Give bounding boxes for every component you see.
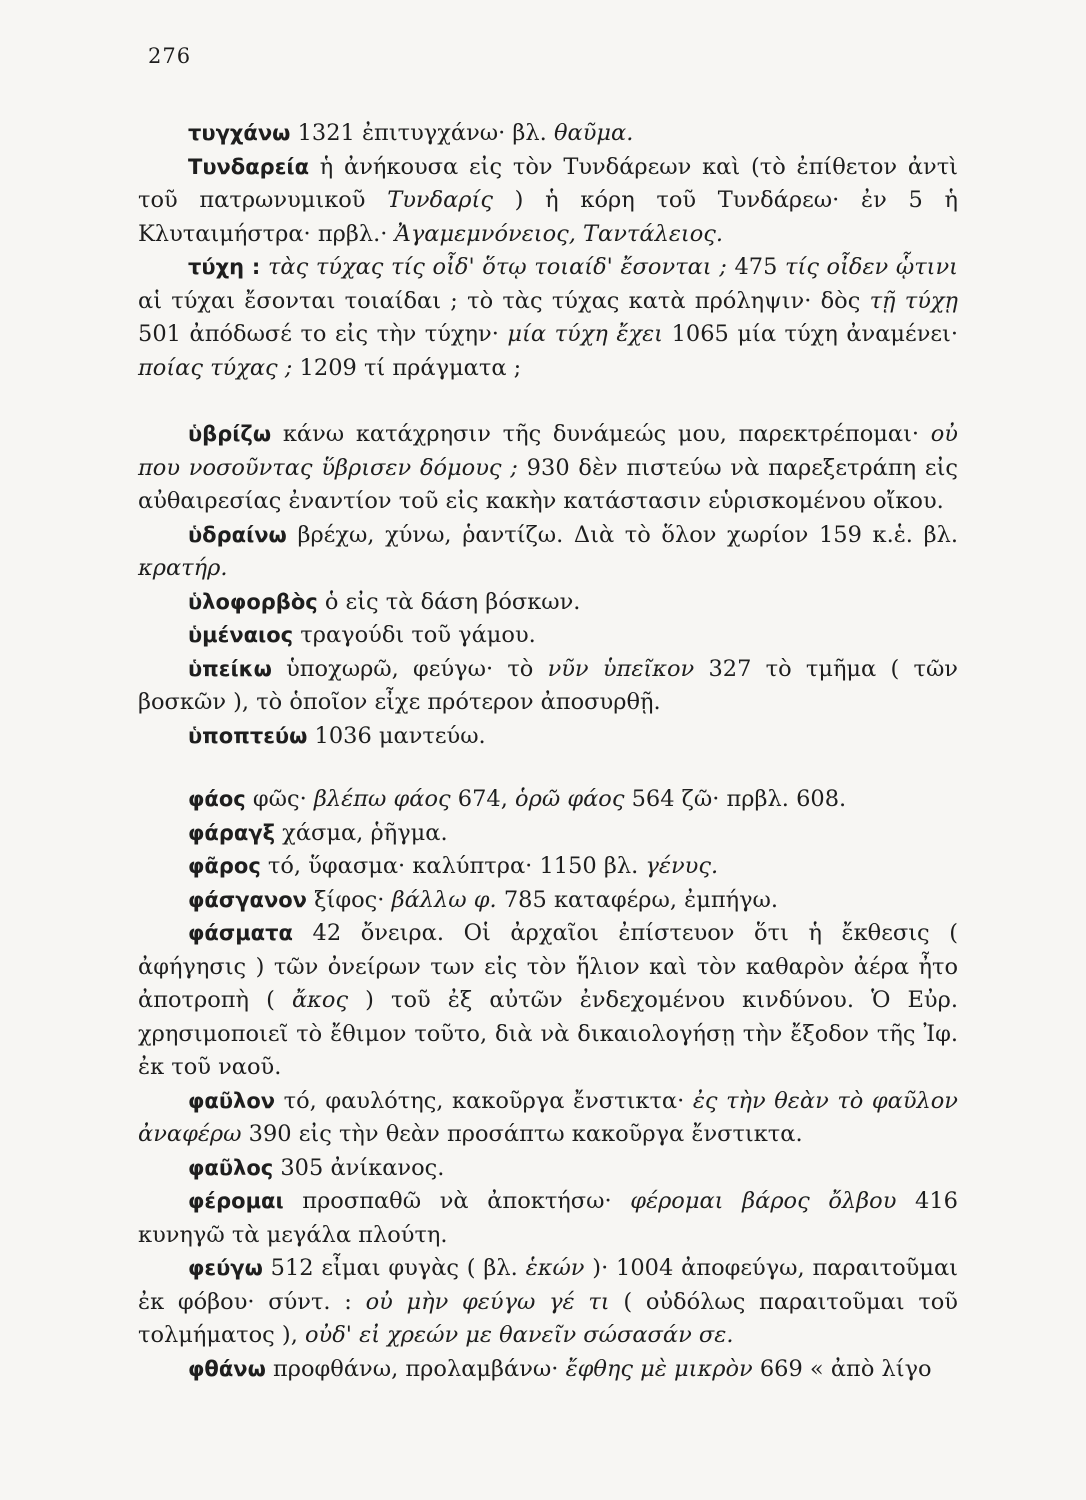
entry-text: )· 1004 ἀποφεύγω, παραιτοῦμαι ἐκ φόβου· σύντ. : xyxy=(138,1255,958,1315)
entry-text: ὑποχωρῶ, φεύγω· τὸ xyxy=(271,655,548,682)
entry-headword: ὑδραίνω xyxy=(188,522,287,547)
glossary-entry xyxy=(138,418,958,519)
entry-text: βρέχω, χύνω, ῥαντίζω. Διὰ τὸ ὅλον χωρίον 159 κ.ἑ. βλ. xyxy=(286,521,958,548)
glossary-entry xyxy=(138,817,958,851)
entries-block-b xyxy=(138,418,958,753)
entry-text: 1065 μία τύχη ἀναμένει· xyxy=(663,321,959,347)
glossary-entry xyxy=(138,783,958,817)
entry-text: 42 ὄνειρα. Οἱ ἀρχαῖοι ἐπίστευον ὅτι ἡ ἔκθεσις ( ἀφήγησις ) τῶν ὀνείρων των εἰς τὸν ἥλιον καὶ τὸν καθαρὸν ἀέρα ἦτο ἀποτροπὴ ( xyxy=(138,920,958,1013)
entry-text: 305 ἀνίκανος. xyxy=(273,1154,445,1181)
entry-headword: τυγχάνω xyxy=(188,121,291,145)
italic-citation: οὐ μὴν φεύγω γέ τι xyxy=(365,1288,610,1315)
italic-citation: βάλλω φ. xyxy=(391,886,497,913)
glossary-entry xyxy=(138,1185,958,1252)
italic-citation: τὰς τύχας τίς οἶδ' ὅτῳ τοιαίδ' ἔσονται ; xyxy=(267,254,727,280)
entry-text: 327 τὸ τμῆμα ( τῶν βοσκῶν ), τὸ ὁποῖον εἶχε πρότερον ἀποσυρθῇ. xyxy=(138,655,958,715)
entry-text: ἡ ἀνήκουσα εἰς τὸν Τυνδάρεων καὶ (τὸ ἐπίθετον ἀντὶ τοῦ πατρωνυμικοῦ xyxy=(138,153,958,213)
page-number: 276 xyxy=(148,44,192,68)
entry-text: 390 εἰς τὴν θεὰν προσάπτω κακοῦργα ἔνστικτα. xyxy=(241,1121,803,1147)
entry-text xyxy=(260,254,268,280)
italic-citation: νῦν ὑπεῖκον xyxy=(547,655,695,682)
italic-citation: θαῦμα. xyxy=(553,120,634,146)
italic-citation: γένυς. xyxy=(645,853,719,879)
italic-citation: ἔφθης μὲ μικρὸν xyxy=(565,1355,753,1382)
entry-headword: ὑπείκω xyxy=(188,656,272,681)
entry-headword: ὑλοφορβὸς xyxy=(188,589,318,614)
entry-text: ) ἡ κόρη τοῦ Τυνδάρεω· ἐν 5 ἡ Κλυταιμήστρα· πρβλ.· xyxy=(138,187,958,247)
entry-text: 1209 τί πράγματα ; xyxy=(292,354,522,381)
entry-text: 785 καταφέρω, ἐμπήγω. xyxy=(496,886,779,913)
glossary-entry xyxy=(138,519,958,586)
italic-citation: κρατήρ. xyxy=(138,555,228,581)
entry-text: 416 κυνηγῶ τὰ μεγάλα πλούτη. xyxy=(138,1188,958,1248)
entries-block-a xyxy=(138,117,958,385)
entry-text: 501 ἀπόδωσέ το εἰς τὴν τύχην· xyxy=(138,321,508,347)
entry-headword: φάος xyxy=(188,787,246,811)
entry-headword: φᾶρος xyxy=(188,854,261,878)
entry-headword: φάσγανον xyxy=(188,887,307,912)
entry-text: 669 « ἀπὸ λίγο xyxy=(752,1355,932,1382)
glossary-entry xyxy=(138,586,958,620)
entry-text: τό, ὕφασμα· καλύπτρα· 1150 βλ. xyxy=(260,853,646,879)
entry-text: ) τοῦ ἐξ αὐτῶν ἐνδεχομένου κινδύνου. Ὁ Εὐρ. χρησιμοποιεῖ τὸ ἔθιμον τοῦτο, διὰ νὰ δικαιολογήσῃ τὴν ἔξοδον τῆς Ἰφ. ἐκ τοῦ ναοῦ. xyxy=(138,987,958,1080)
entry-headword: φάραγξ xyxy=(188,820,276,845)
entry-text: 1321 ἐπιτυγχάνω· βλ. xyxy=(290,120,554,146)
entry-headword: φαῦλον xyxy=(188,1088,276,1113)
entry-text: ξίφος· xyxy=(306,886,392,913)
entry-text: 930 δὲν πιστεύω νὰ παρεξετράπη εἰς αὐθαιρεσίας ἐναντίον τοῦ εἰς κακὴν κατάστασιν εὑρισκομένου οἴκου. xyxy=(138,454,958,514)
entry-headword: φέρομαι xyxy=(188,1189,284,1213)
entry-text: κάνω κατάχρησιν τῆς δυνάμεώς μου, παρεκτρέπομαι· xyxy=(271,421,931,447)
italic-citation: ποίας τύχας ; xyxy=(138,354,293,381)
entry-headword: τύχη : xyxy=(188,255,261,279)
italic-citation: φέρομαι βάρος ὄλβου xyxy=(630,1188,897,1214)
glossary-entry xyxy=(138,884,958,918)
italic-citation: μία τύχη ἔχει xyxy=(507,321,664,347)
italic-citation: Ἀγαμεμνόνειος, Ταντάλειος. xyxy=(394,220,724,247)
italic-citation: οὐδ' εἰ χρεών με θανεῖν σώσασάν σε. xyxy=(305,1322,734,1348)
italic-citation: ὁρῶ φάος xyxy=(515,786,625,812)
glossary-entry xyxy=(138,151,958,252)
entry-headword: ὑμέναιος xyxy=(188,623,294,647)
entry-text: τό, φαυλότης, κακοῦργα ἔνστικτα· xyxy=(275,1087,693,1114)
italic-citation: τίς οἶδεν ᾧτινι xyxy=(785,254,958,280)
glossary-entry xyxy=(138,1085,958,1152)
italic-citation: Τυνδαρίς xyxy=(387,187,493,213)
entry-text: 475 xyxy=(726,254,786,280)
entry-text: τραγούδι τοῦ γάμου. xyxy=(293,622,536,648)
entry-headword: φαῦλος xyxy=(188,1155,274,1180)
italic-citation: τῇ τύχῃ xyxy=(869,287,958,314)
entry-headword: φθάνω xyxy=(188,1356,266,1381)
glossary-entry xyxy=(138,619,958,653)
glossary-entry xyxy=(138,653,958,720)
italic-citation: ἑκών xyxy=(525,1255,585,1281)
glossary-entry xyxy=(138,251,958,385)
entry-headword: φάσματα xyxy=(188,921,293,945)
entry-text: 1036 μαντεύω. xyxy=(307,722,486,749)
italic-citation: ἐς τὴν θεὰν τὸ φαῦλον ἀναφέρω xyxy=(138,1087,958,1147)
entry-text: ὁ εἰς τὰ δάση βόσκων. xyxy=(317,588,581,615)
glossary-entry xyxy=(138,117,958,151)
entry-text: 512 εἶμαι φυγὰς ( βλ. xyxy=(262,1255,526,1281)
glossary-entry xyxy=(138,720,958,754)
entry-headword: Τυνδαρεία xyxy=(188,154,309,179)
italic-citation: βλέπω φάος xyxy=(313,786,451,812)
entry-text: 674, xyxy=(450,786,516,812)
entry-headword: φεύγω xyxy=(188,1256,263,1280)
glossary-entry xyxy=(138,1152,958,1186)
glossary-entry xyxy=(138,917,958,1085)
glossary-entry xyxy=(138,1252,958,1353)
entry-text: προφθάνω, προλαμβάνω· xyxy=(265,1355,566,1382)
entry-headword: ὑβρίζω xyxy=(188,422,272,446)
entry-text: ( οὐδόλως παραιτοῦμαι τοῦ τολμήματος ), xyxy=(138,1288,958,1348)
glossary-entry xyxy=(138,1353,958,1387)
italic-citation: οὐ που νοσοῦντας ὕβρισεν δόμους ; xyxy=(138,421,958,481)
entry-text: προσπαθῶ νὰ ἀποκτήσω· xyxy=(283,1188,631,1214)
entry-text: χάσμα, ῥῆγμα. xyxy=(275,819,448,846)
entry-headword: ὑποπτεύω xyxy=(188,723,308,748)
entry-text: φῶς· xyxy=(245,786,314,812)
italic-citation: ἄκος xyxy=(291,987,349,1013)
entries-block-c xyxy=(138,783,958,1386)
entry-text: 564 ζῶ· πρβλ. 608. xyxy=(624,786,847,812)
glossary-entry xyxy=(138,850,958,884)
entry-text: αἱ τύχαι ἔσονται τοιαίδαι ; τὸ τὰς τύχας κατὰ πρόληψιν· δὸς xyxy=(138,287,870,314)
